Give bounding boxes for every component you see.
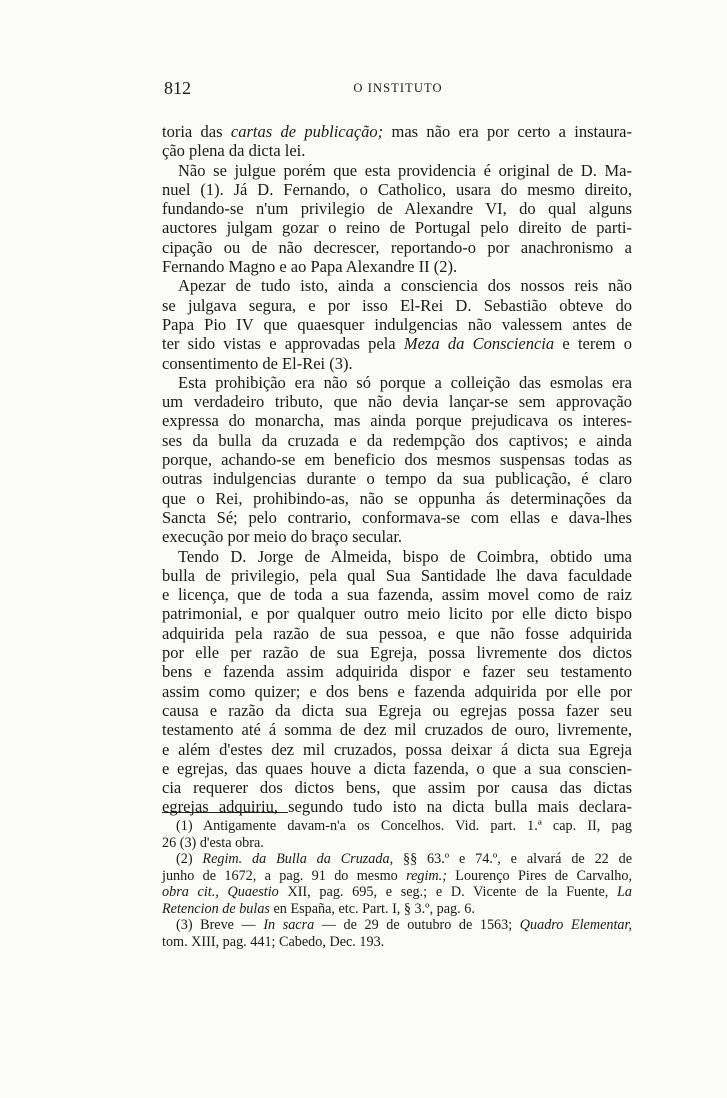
- text-run: Lourenço Pires de Carvalho,: [446, 867, 632, 884]
- text-run: Não se julgue porém que esta providencia é original de D. Ma-: [178, 160, 632, 180]
- text-run: 26 (3) d'esta obra.: [162, 834, 264, 851]
- main-text: [162, 122, 632, 817]
- italic-text: Retencion de bulas: [162, 900, 270, 917]
- text-run: toria das: [162, 122, 231, 141]
- text-line: [162, 643, 632, 662]
- footnote-line: [162, 835, 632, 852]
- text-line: [162, 489, 632, 508]
- italic-text: Meza da Consciencia: [403, 334, 555, 354]
- text-line: [162, 218, 632, 237]
- running-title: O INSTITUTO: [353, 81, 443, 95]
- text-line: [162, 450, 632, 469]
- text-run: Papa Pio IV que quaesquer indulgencias não valessem antes de: [162, 314, 632, 334]
- text-line: [162, 180, 632, 199]
- footnote-line: [162, 901, 632, 918]
- text-line: [162, 604, 632, 623]
- text-run: Esta prohibição era não só porque a colleição das esmolas era: [178, 372, 632, 392]
- text-run: junho de 1672, a pag. 91 do mesmo: [162, 867, 407, 884]
- text-run: causa e razão da dicta sua Egreja ou egrejas possa fazer seu: [162, 700, 632, 720]
- text-line: [162, 624, 632, 643]
- text-run: (1) Antigamente davam-n'a os Concelhos. Vid. part. 1.ª cap. II, pag: [176, 818, 632, 834]
- text-run: testamento até á somma de dez mil cruzados de ouro, livremente,: [162, 720, 632, 740]
- text-line: [162, 778, 632, 797]
- text-run: se julgava segura, e por isso El-Rei D. Sebastião obteve do: [162, 295, 632, 315]
- text-run: assim como quizer; e dos bens e fazenda adquirida por elle por: [162, 681, 632, 701]
- text-run: e além d'estes dez mil cruzados, possa deixar á dicta sua Egreja: [162, 739, 632, 759]
- text-run: egrejas adquiriu, segundo tudo isto na dicta bulla mais declara-: [162, 797, 632, 817]
- text-line: [162, 701, 632, 720]
- text-run: cipação ou de não decrescer, reportando-o por anachronismo a: [162, 237, 632, 257]
- text-run: ção plena da dicta lei.: [162, 141, 306, 161]
- italic-text: obra cit., Quaestio: [162, 884, 279, 900]
- text-run: e licença, que de toda a sua fazenda, assim movel como de raiz: [162, 585, 632, 605]
- text-line: [162, 547, 632, 566]
- footnote-line: [162, 868, 632, 885]
- text-line: [162, 431, 632, 450]
- italic-text: regim.;: [406, 867, 447, 884]
- text-run: cia requerer dos dictos bens, que assim por causa das dictas: [162, 778, 632, 798]
- italic-text: cartas de publicação;: [230, 122, 384, 141]
- italic-text: La: [617, 884, 633, 900]
- text-line: [162, 315, 632, 334]
- text-line: [162, 740, 632, 759]
- text-run: mas não era por certo a instaura-: [383, 122, 632, 141]
- text-run: auctores julgam gozar o reino de Portugal pelo direito de parti-: [162, 218, 632, 238]
- text-line: [162, 276, 632, 295]
- text-line: [162, 122, 632, 141]
- text-line: [162, 662, 632, 681]
- text-run: Sancta Sé; pelo contrario, conformava-se com ellas e dava-lhes: [162, 507, 632, 527]
- text-run: consentimento de El-Rei (3).: [162, 353, 353, 373]
- text-line: [162, 296, 632, 315]
- text-run: (3) Breve —: [176, 917, 264, 933]
- text-line: [162, 141, 632, 160]
- text-run: e terem o: [554, 334, 632, 354]
- text-run: Apezar de tudo isto, ainda a consciencia dos nossos reis não: [178, 276, 632, 296]
- text-run: outras indulgencias durante o tempo da sua publicação, é claro: [162, 469, 632, 489]
- text-run: patrimonial, e por qualquer outro meio licito por elle dicto bispo: [162, 604, 632, 624]
- text-run: bulla de privilegio, pela qual Sua Santidade lhe dava faculdade: [162, 565, 632, 585]
- text-run: fundando-se n'um privilegio de Alexandre VI, do qual alguns: [162, 199, 632, 219]
- text-line: [162, 759, 632, 778]
- text-line: [162, 508, 632, 527]
- text-run: tom. XIII, pag. 441; Cabedo, Dec. 193.: [162, 933, 385, 950]
- text-run: nuel (1). Já D. Fernando, o Catholico, usara do mesmo direito,: [162, 179, 632, 199]
- text-run: que o Rei, prohibindo-as, não se oppunha ás determinações da: [162, 488, 632, 508]
- footnote-line: [162, 917, 632, 934]
- footnote-line: [162, 851, 632, 868]
- text-run: expressa do monarcha, mas ainda porque prejudicava os interes-: [162, 411, 632, 431]
- footnote-divider: [162, 812, 288, 813]
- footnote-line: [162, 818, 632, 835]
- text-run: Fernando Magno e ao Papa Alexandre II (2).: [162, 257, 458, 277]
- text-run: ses da bulla da cruzada e da redempção dos captivos; e ainda: [162, 430, 632, 450]
- footnote-line: [162, 884, 632, 901]
- text-line: [162, 682, 632, 701]
- text-line: [162, 411, 632, 430]
- text-run: adquirida pela razão de sua pessoa, e que não fosse adquirida: [162, 623, 632, 643]
- text-line: [162, 161, 632, 180]
- text-run: XII, pag. 695, e seg.; e D. Vicente de la Fuente,: [278, 884, 618, 900]
- footnotes: [162, 818, 632, 950]
- text-line: [162, 720, 632, 739]
- text-line: [162, 199, 632, 218]
- text-line: [162, 566, 632, 585]
- text-run: en España, etc. Part. I, § 3.º, pag. 6.: [269, 900, 475, 917]
- text-line: [162, 238, 632, 257]
- footnote-line: [162, 934, 632, 951]
- page-header: [164, 78, 632, 100]
- italic-text: Regim. da Bulla da Cruzada,: [202, 851, 394, 867]
- text-line: [162, 527, 632, 546]
- text-run: execução por meio do braço secular.: [162, 527, 403, 547]
- text-run: — de 29 de outubro de 1563;: [314, 917, 520, 933]
- text-run: e egrejas, das quaes houve a dicta fazenda, o que a sua conscien-: [162, 758, 632, 778]
- text-line: [162, 257, 632, 276]
- text-line: [162, 585, 632, 604]
- text-run: por elle per razão de sua Egreja, possa livremente dos dictos: [162, 643, 632, 663]
- text-run: porque, achando-se em beneficio dos mesmos suspensas todas as: [162, 450, 632, 470]
- text-run: um verdadeiro tributo, que não devia lançar-se sem approvação: [162, 392, 632, 412]
- text-run: (2): [176, 851, 203, 867]
- text-run: bens e fazenda assim adquirida dispor e fazer seu testamento: [162, 662, 632, 682]
- italic-text: In sacra: [263, 917, 315, 933]
- text-line: [162, 797, 632, 816]
- text-line: [162, 354, 632, 373]
- text-run: ter sido vistas e approvadas pela: [162, 334, 404, 354]
- italic-text: Quadro Elementar,: [519, 917, 633, 933]
- text-run: §§ 63.º e 74.º, e alvará de 22 de: [393, 851, 633, 867]
- text-run: Tendo D. Jorge de Almeida, bispo de Coimbra, obtido uma: [178, 546, 632, 566]
- text-line: [162, 469, 632, 488]
- text-line: [162, 392, 632, 411]
- text-line: [162, 334, 632, 353]
- text-line: [162, 373, 632, 392]
- page-number: 812: [164, 78, 191, 98]
